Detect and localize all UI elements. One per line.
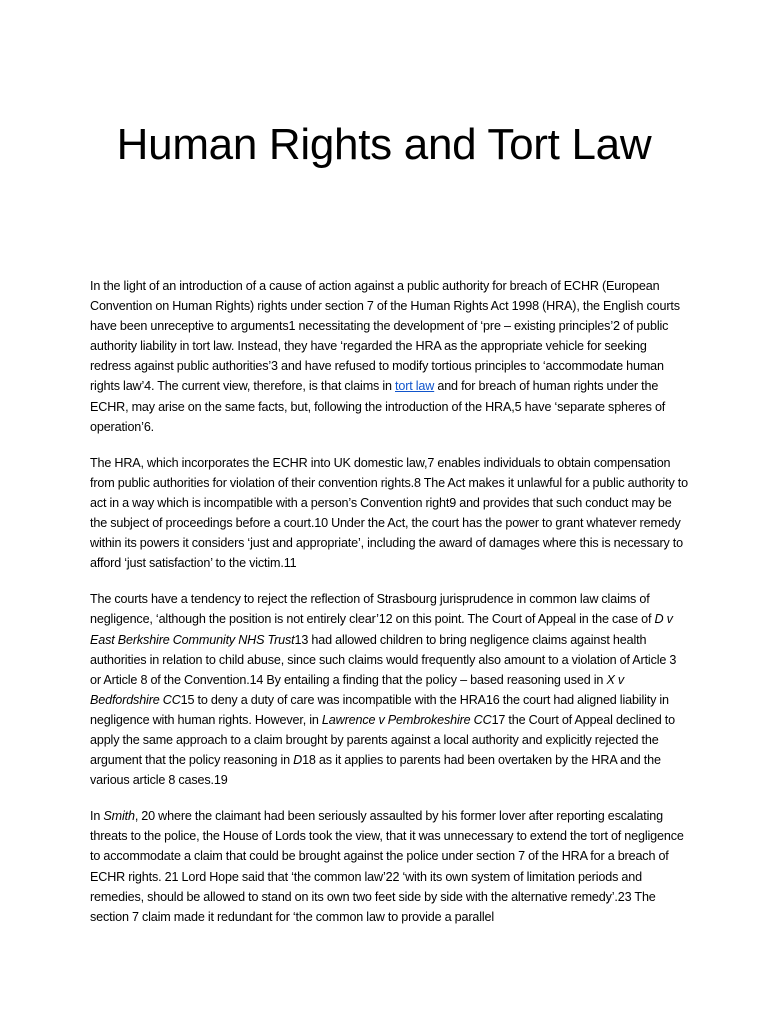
paragraph-3-text-e: 18 as it applies to parents had been overtaken by the HRA and the various article 8 cases.19 — [90, 753, 661, 788]
paragraph-1-text-a: In the light of an introduction of a cause of action against a public authority for breach of ECHR (European Convention on Human Rights) rights under section 7 of the Human Rights Act 1998 (HRA), the English courts have been unreceptive to arguments1 necessitating the development of ‘pre – existing principles’2 of public authority liability in tort law. Instead, they have ‘regarded the HRA as the appropriate vehicle for seeking redress against public authorities’3 and have refused to modify tortious principles to ‘accommodate human rights law’4. The current view, therefore, is that claims in — [90, 279, 680, 394]
paragraph-3-text-c: 15 to deny a duty of care was incompatible with the HRA16 the court had aligned liability in negligence with human rights. However, in — [90, 692, 669, 727]
paragraph-2: The HRA, which incorporates the ECHR into UK domestic law,7 enables individuals to obtain compensation from public authorities for violation of their convention rights.8 The Act makes it unlawful for a public authority to act in a way which is incompatible with a person’s Convention right9 and provides that such conduct may be the subject of proceedings before a court.10 Under the Act, the court has the power to grant whatever remedy within its powers it considers ‘just and appropriate’, including the award of damages where this is necessary to afford ‘just satisfaction’ to the victim.11 — [90, 455, 688, 571]
paragraph-4-text-a: In — [90, 809, 104, 824]
paragraph-3-text-b: 13 had allowed children to bring negligence claims against health authorities in relation to child abuse, since such claims would frequently also amount to a violation of Article 3 or Article 8 of the Convention.14 By entailing a finding that the policy – based reasoning used in — [90, 632, 677, 687]
paragraph-1 — [90, 276, 690, 437]
paragraph-4 — [90, 806, 690, 927]
document-body — [90, 276, 690, 943]
case-name-lawrence-v-pembrokeshire: Lawrence v Pembrokeshire CC — [321, 712, 492, 727]
paragraph-1-text-b: and for breach of human rights under the ECHR, may arise on the same facts, but, following the introduction of the HRA,5 have ‘separate spheres of operation’6. — [90, 379, 666, 434]
paragraph-3-text-a: The courts have a tendency to reject the reflection of Strasbourg jurisprudence in common law claims of negligence, ‘although the position is not entirely clear’12 on this point. The Court of Appeal in the case of — [90, 592, 655, 627]
case-name-x-v-bedfordshire: X v Bedfordshire CC — [90, 672, 624, 707]
paragraph-3-text-d: 17 the Court of Appeal declined to apply the same approach to a claim brought by parents against a local authority and explicitly rejected the argument that the policy reasoning in — [90, 712, 676, 768]
tort-law-link[interactable]: tort law — [395, 379, 435, 394]
case-name-d: D — [293, 753, 303, 768]
paragraph-4-text-b: , 20 where the claimant had been seriously assaulted by his former lover after reporting escalating threats to the police, the House of Lords took the view, that it was unnecessary to extend the tort of negligence to accommodate a claim that could be brought against the police under section 7 of the HRA for a breach of ECHR rights. 21 Lord Hope said that ‘the common law’22 ‘with its own system of limitation periods and remedies, should be allowed to stand on its own two feet side by side with the alternative remedy’.23 The section 7 claim made it redundant for ‘the common law to provide a parallel — [90, 809, 684, 924]
paragraph-3 — [90, 589, 690, 790]
case-name-d-v-east-berkshire: D v East Berkshire Community NHS Trust — [90, 612, 673, 647]
document-title: Human Rights and Tort Law — [116, 120, 652, 169]
case-name-smith: Smith — [103, 809, 135, 824]
